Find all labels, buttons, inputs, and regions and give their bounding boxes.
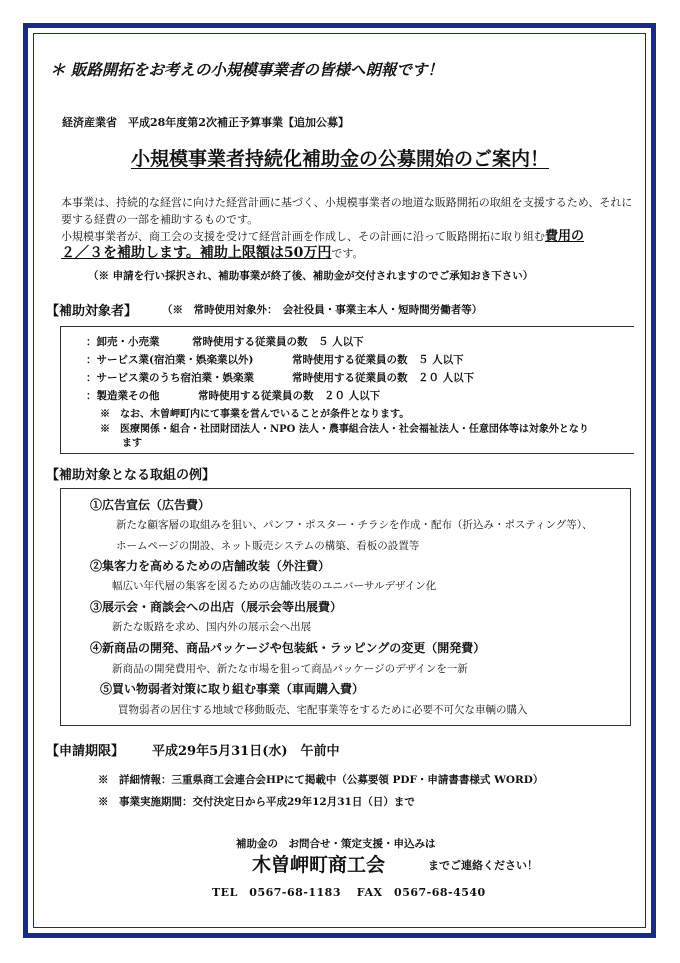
- headline: ＊ 販路開拓をお考えの小規模事業者の皆様へ朗報です！: [50, 61, 443, 79]
- intro-line2-d: です。: [331, 247, 364, 260]
- eligible-row: [86, 334, 160, 349]
- eligible-condition: 常時使用する従業員の数 ５ 人以下: [292, 354, 464, 366]
- example-title: ⑤買い物弱者対策に取り組む事業（車両購入費）: [100, 682, 365, 696]
- deadline-label: 【申請期限】: [46, 744, 125, 759]
- organization-name: 木曽岬町商工会: [252, 854, 386, 876]
- page-title: 小規模事業者持続化補助金の公募開始のご案内！: [130, 148, 549, 170]
- intro-line2-b: 費用の: [545, 229, 585, 244]
- contact-tail: までご連絡ください！: [428, 859, 538, 872]
- example-desc: 買物弱者の居住する地域で移動販売、宅配事業等をするために必要不可欠な車輌の購入: [118, 704, 528, 716]
- eligible-row: [86, 352, 253, 367]
- intro-text: [61, 194, 636, 262]
- eligible-note: （※ 常時使用対象外： 会社役員・事業主本人・短時間労働者等）: [162, 304, 483, 316]
- eligible-row: [86, 370, 254, 385]
- intro-line2-a: 小規模事業者が、商工会の支援を受けて経営計画を作成し、その計画に沿って販路開拓に取り組む: [61, 230, 545, 243]
- period-note: ※ 事業実施期間：交付決定日から平成29年12月31日（日）まで: [98, 796, 415, 808]
- deadline-value: 平成29年5月31日(水) 午前中: [152, 744, 340, 759]
- example-title: ①広告宣伝（広告費）: [90, 498, 211, 512]
- eligible-condition: 常時使用する従業員の数 ２０ 人以下: [198, 390, 381, 402]
- tel-fax: TEL 0567-68-1183 FAX 0567-68-4540: [212, 886, 486, 899]
- eligible-heading: 【補助対象者】: [46, 304, 138, 319]
- eligible-note-location: ※ なお、木曽岬町内にて事業を営んでいることが条件となります。: [100, 409, 410, 420]
- eligible-condition: 常時使用する従業員の数 ２０ 人以下: [292, 372, 475, 384]
- detail-note: ※ 詳細情報：三重県商工会連合会HPにて掲載中（公募要領 PDF・申請書書様式 WORD）: [98, 774, 544, 786]
- eligible-condition: 常時使用する従業員の数 ５ 人以下: [192, 336, 364, 348]
- eligible-category: ：卸売・小売業: [86, 336, 160, 348]
- intro-line2: [61, 228, 636, 262]
- eligible-category: ：サービス業(宿泊業・娯楽業以外): [86, 354, 254, 366]
- examples-heading: 【補助対象となる取組の例】: [46, 468, 216, 483]
- eligible-category: ：製造業その他: [86, 390, 160, 402]
- example-title: ③展示会・商談会への出店（展示会等出展費）: [90, 600, 343, 614]
- example-desc: 幅広い年代層の集客を図るための店舗改装のユニバーサルデザイン化: [112, 580, 437, 592]
- example-title: ②集客力を高めるための店舗改装（外注費）: [90, 559, 331, 573]
- contact-lead: 補助金の お問合せ・策定支援・申込みは: [236, 838, 436, 850]
- intro-line1: 本事業は、持続的な経営に向けた経営計画に基づく、小規模事業者の地道な販路開拓の取組を支援するため、それに要する経費の一部を補助するものです。: [61, 196, 633, 226]
- example-title: ④新商品の開発、商品パッケージや包装紙・ラッピングの変更（開発費）: [90, 641, 486, 655]
- subsidy-rate: ２／３を補助します。補助上限額は50万円: [61, 245, 332, 261]
- example-desc: 新たな顧客層の取組みを狙い、パンフ・ポスター・チラシを作成・配布（折込み・ポスティング等）、: [116, 519, 593, 531]
- subtitle: 経済産業省 平成28年度第2次補正予算事業【追加公募】: [62, 116, 349, 129]
- example-desc: ホームページの開設、ネット販売システムの構築、看板の設置等: [116, 540, 420, 552]
- eligible-row: [86, 388, 160, 403]
- eligible-note-excluded-cont: ます: [122, 438, 142, 449]
- eligible-note-excluded: ※ 医療関係・組合・社団財団法人・NPO 法人・農事組合法人・社会福祉法人・任意団体等は対象外となり: [100, 424, 589, 435]
- example-desc: 新商品の開発費用や、新たな市場を狙って商品パッケージのデザインを一新: [112, 663, 468, 675]
- notice-line: （※ 申請を行い採択され、補助事業が終了後、補助金が交付されますのでご承知おき下さい）: [88, 270, 534, 282]
- example-desc: 新たな販路を求め、国内外の展示会へ出展: [112, 621, 312, 633]
- eligible-category: ：サービス業のうち宿泊業・娯楽業: [86, 372, 254, 384]
